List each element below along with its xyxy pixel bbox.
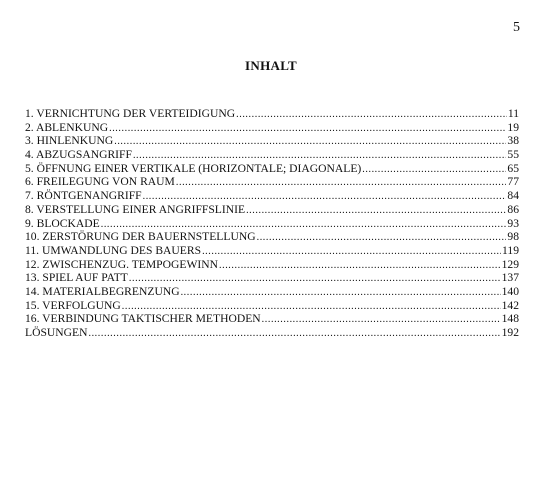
toc-entry-4[interactable] <box>25 148 519 162</box>
toc-entry-page: 142 <box>501 298 519 312</box>
dot-leader <box>176 176 507 190</box>
dot-leader <box>129 272 501 286</box>
toc-entry-label: 15. VERFOLGUNG <box>25 298 121 312</box>
toc-entry-label: 7. RÖNTGENANGRIFF <box>25 189 142 203</box>
toc-entry-page: 38 <box>507 134 519 148</box>
dot-leader <box>133 149 506 163</box>
toc-entry-label: 11. UMWANDLUNG DES BAUERS <box>25 243 202 257</box>
dot-leader <box>202 245 501 259</box>
toc-entry-16[interactable] <box>25 312 519 326</box>
toc-entry-page: 137 <box>501 271 519 285</box>
toc-entry-page: 77 <box>507 175 519 189</box>
toc-entry-7[interactable] <box>25 189 519 203</box>
dot-leader <box>143 190 507 204</box>
toc-entry-page: 119 <box>502 243 519 257</box>
toc-entry-page: 140 <box>501 284 519 298</box>
toc-entry-13[interactable] <box>25 271 519 285</box>
dot-leader <box>257 231 507 245</box>
toc-entry-3[interactable] <box>25 134 519 148</box>
toc-entry-page: 148 <box>501 312 519 326</box>
toc-entry-page: 11 <box>507 107 519 120</box>
toc-entry-8[interactable] <box>25 203 519 217</box>
toc-entry-page: 98 <box>507 230 519 244</box>
toc-entry-label: 16. VERBINDUNG TAKTISCHER METHODEN <box>25 312 261 326</box>
toc-entry-10[interactable] <box>25 230 519 244</box>
toc-entry-14[interactable] <box>25 285 519 299</box>
toc-entry-page: 129 <box>501 257 519 271</box>
toc-entry-12[interactable] <box>25 258 519 272</box>
toc-entry-label: 13. SPIEL AUF PATT <box>25 271 128 285</box>
toc-entry-page: 55 <box>507 148 519 162</box>
dot-leader <box>362 163 506 177</box>
table-of-contents <box>25 107 519 340</box>
toc-entry-page: 84 <box>507 189 519 203</box>
toc-entry-label: 4. ABZUGSANGRIFF <box>25 148 132 162</box>
dot-leader <box>122 300 501 314</box>
page-number: 5 <box>513 20 520 35</box>
toc-entry-2[interactable] <box>25 121 519 135</box>
toc-entry-5[interactable] <box>25 162 519 176</box>
toc-entry-6[interactable] <box>25 175 519 189</box>
toc-entry-page: 19 <box>507 120 519 134</box>
dot-leader <box>246 204 506 218</box>
dot-leader <box>262 313 501 327</box>
page-title: INHALT <box>245 58 297 73</box>
toc-entry-label: 10. ZERSTÖRUNG DER BAUERNSTELLUNG <box>25 230 256 244</box>
toc-entry-solutions[interactable] <box>25 326 519 340</box>
toc-entry-15[interactable] <box>25 299 519 313</box>
toc-entry-label: LÖSUNGEN <box>25 326 88 339</box>
toc-entry-label: 6. FREILEGUNG VON RAUM <box>25 175 175 189</box>
toc-entry-page: 86 <box>507 202 519 216</box>
toc-entry-1[interactable] <box>25 107 519 121</box>
toc-entry-9[interactable] <box>25 217 519 231</box>
toc-entry-page: 65 <box>507 161 519 175</box>
dot-leader <box>236 108 507 122</box>
toc-entry-label: 12. ZWISCHENZUG. TEMPOGEWINN <box>25 257 218 271</box>
toc-entry-label: 9. BLOCKADE <box>25 216 100 230</box>
toc-entry-label: 5. ÖFFNUNG EINER VERTIKALE (HORIZONTALE; DIAGONALE) <box>25 161 362 175</box>
toc-entry-label: 1. VERNICHTUNG DER VERTEIDIGUNG <box>25 107 236 120</box>
toc-entry-label: 2. ABLENKUNG <box>25 120 109 134</box>
dot-leader <box>114 135 506 149</box>
dot-leader <box>109 122 506 136</box>
toc-entry-label: 8. VERSTELLUNG EINER ANGRIFFSLINIE <box>25 202 246 216</box>
dot-leader <box>219 259 501 273</box>
dot-leader <box>181 286 501 300</box>
dot-leader <box>88 327 500 341</box>
toc-entry-label: 3. HINLENKUNG <box>25 134 114 148</box>
toc-entry-page: 192 <box>501 326 519 339</box>
toc-entry-label: 14. MATERIALBEGRENZUNG <box>25 284 180 298</box>
toc-entry-page: 93 <box>507 216 519 230</box>
toc-entry-11[interactable] <box>25 244 519 258</box>
